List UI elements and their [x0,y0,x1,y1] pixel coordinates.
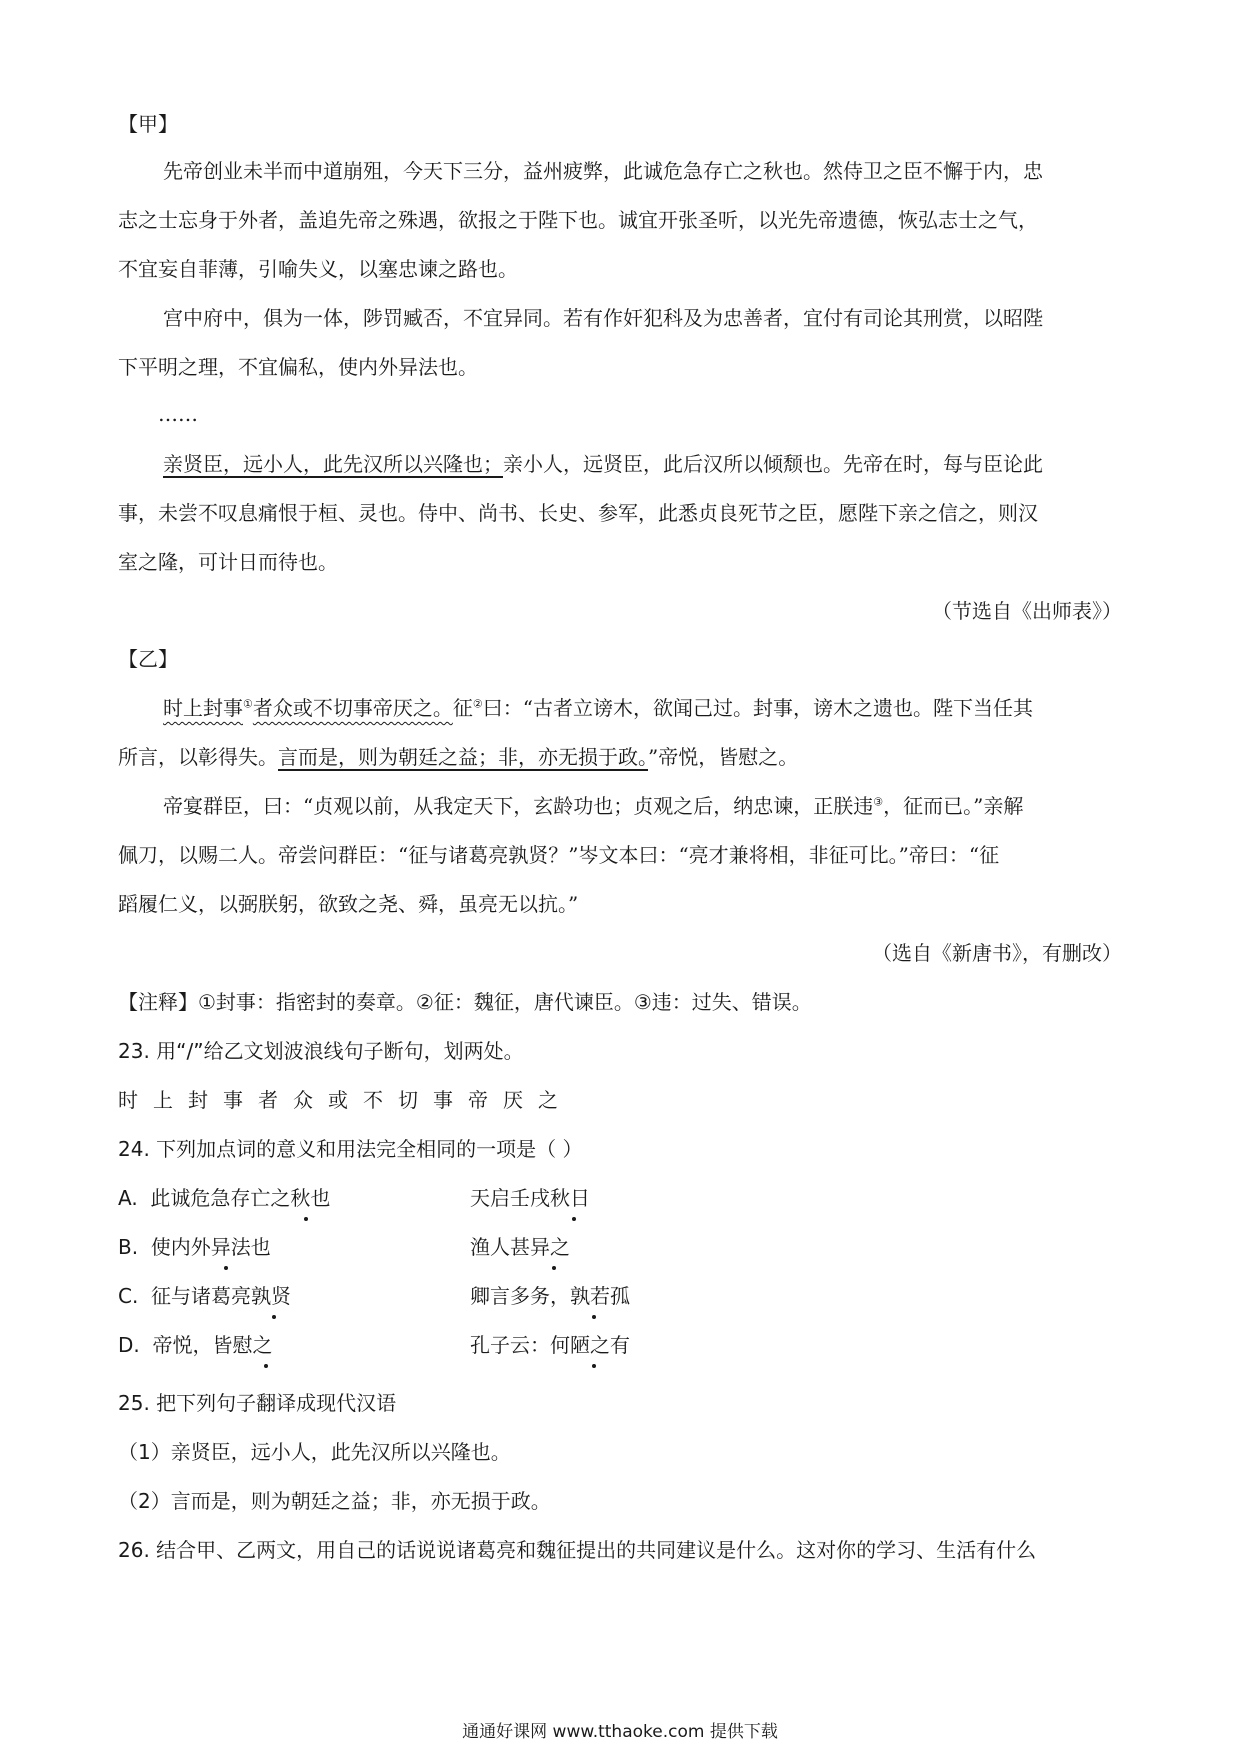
jia-p1-line3: 不宜妄自菲薄，引喻失义，以塞忠谏之路也。 [118,257,518,281]
yi-source: （选自《新唐书》，有删改） [872,941,1122,965]
emphasis-dot [272,1315,276,1319]
option-d [118,1331,272,1359]
yi-p1-line1 [163,694,1033,722]
wavy-sentence-part2: 者众或不切事帝厌之。 [252,696,453,720]
footnote-marker-2: ② [472,697,483,711]
footnote-marker-3: ③ [873,795,884,809]
jia-p3-line1 [163,450,1043,478]
jia-p3-line2: 事，未尝不叹息痛恨于桓、灵也。侍中、尚书、长史、参军，此悉贞良死节之臣，愿陛下亲之信之，则汉 [118,501,1038,525]
yi-p2-l1-a: 帝宴群臣，曰：“贞观以前，从我定天下，玄龄功也；贞观之后，纳忠谏，正朕违 [163,794,874,818]
option-a-right: 天启壬戌秋日 [470,1186,590,1210]
option-d-right: 孔子云：何陋之有 [470,1333,630,1357]
emphasis-dot [304,1217,308,1221]
option-c-label: C. [118,1284,139,1308]
option-d-left: 帝悦，皆慰之 [152,1333,273,1357]
underlined-sentence-jia: 亲贤臣，远小人，此先汉所以兴隆也； [163,452,503,476]
option-b-left: 使内外异法也 [150,1235,271,1259]
yi-p1-after: 曰：“古者立谤木，欲闻己过。封事，谤木之遗也。陛下当任其 [482,696,1033,720]
question-24: 24. 下列加点词的意义和用法完全相同的一项是（ ） [118,1137,583,1161]
yi-p1-line2 [118,743,798,771]
page-footer: 通通好课网 www.tthaoke.com 提供下载 [462,1722,778,1742]
option-a-left: 此诚危急存亡之秋也 [150,1186,331,1210]
ellipsis: …… [158,402,198,426]
option-a-label: A. [118,1186,138,1210]
question-25-item-1: （1）亲贤臣，远小人，此先汉所以兴隆也。 [118,1440,511,1464]
annotations: 【注释】①封事：指密封的奏章。②征：魏征，唐代谏臣。③违：过失、错误。 [118,990,812,1014]
yi-p2-line2: 佩刀，以赐二人。帝尝问群臣：“征与诸葛亮孰贤？”岑文本曰：“亮才兼将相，非征可比。”帝曰：“征 [118,843,1000,867]
yi-p2-l1-b: ，征而已。”亲解 [883,794,1024,818]
jia-p3-rest: 亲小人，远贤臣，此后汉所以倾颓也。先帝在时，每与臣论此 [503,452,1043,476]
option-a [118,1184,330,1212]
option-d-label: D. [118,1333,140,1357]
emphasis-dot [572,1217,576,1221]
footnote-marker-1: ① [243,697,253,711]
question-26: 26. 结合甲、乙两文，用自己的话说说诸葛亮和魏征提出的共同建议是什么。这对你的学习、生活有什么 [118,1538,1037,1562]
question-25: 25. 把下列句子翻译成现代汉语 [118,1391,397,1415]
question-25-item-2: （2）言而是，则为朝廷之益；非，亦无损于政。 [118,1489,551,1513]
option-c-right: 卿言多务，孰若孤 [470,1284,630,1308]
section-heading-jia: 【甲】 [118,112,178,136]
wavy-sentence-part1: 时上封事 [163,696,243,720]
emphasis-dot [592,1364,596,1368]
yi-p1-l2-b: ”帝悦，皆慰之。 [648,745,799,769]
jia-p3-line3: 室之隆，可计日而待也。 [118,550,338,574]
emphasis-dot [264,1364,268,1368]
emphasis-dot [224,1266,228,1270]
emphasis-dot [552,1266,556,1270]
option-b [118,1233,271,1261]
option-b-right: 渔人甚异之 [470,1235,570,1259]
jia-p1-line1: 先帝创业未半而中道崩殂，今天下三分，益州疲弊，此诚危急存亡之秋也。然侍卫之臣不懈于内，忠 [163,159,1043,183]
yi-p1-l2-a: 所言，以彰得失。 [118,745,278,769]
yi-p2-line1 [163,792,1023,820]
yi-zheng: 征 [452,696,473,720]
question-23: 23. 用“/”给乙文划波浪线句子断句，划两处。 [118,1039,524,1063]
option-c [118,1282,291,1310]
jia-p1-line2: 志之士忘身于外者，盖追先帝之殊遇，欲报之于陛下也。诚宜开张圣听，以光先帝遗德，恢弘志士之气， [118,208,1038,232]
question-23-sentence: 时上封事者众或不切事帝厌之 [118,1088,573,1112]
jia-p2-line2: 下平明之理，不宜偏私，使内外异法也。 [118,355,478,379]
option-c-left: 征与诸葛亮孰贤 [151,1284,292,1308]
underlined-sentence-yi: 言而是，则为朝廷之益；非，亦无损于政。 [278,745,648,769]
jia-p2-line1: 宫中府中，俱为一体，陟罚臧否，不宜异同。若有作奸犯科及为忠善者，宜付有司论其刑赏，以昭陛 [163,306,1043,330]
section-heading-yi: 【乙】 [118,647,178,671]
emphasis-dot [592,1315,596,1319]
option-b-label: B. [118,1235,139,1259]
yi-p2-line3: 蹈履仁义，以弼朕躬，欲致之尧、舜，虽亮无以抗。” [118,892,579,916]
jia-source: （节选自《出师表》） [932,599,1122,623]
